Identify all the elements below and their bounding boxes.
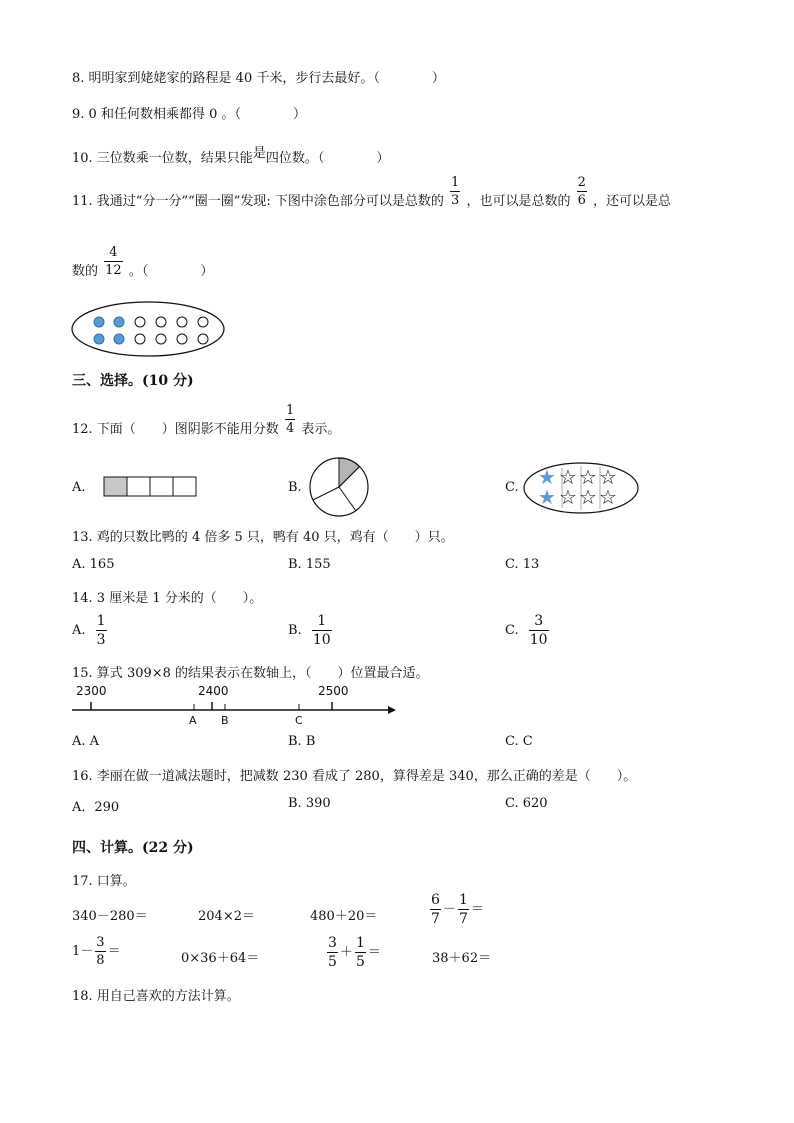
- empty-cell: [127, 477, 150, 496]
- empty-circle: [156, 317, 166, 327]
- fraction-one-seventh: $\frac{1}{7}$: [458, 892, 468, 927]
- question-10-text-b: 四位数。（ ）: [265, 151, 390, 166]
- q13-option-b: B. 155: [288, 557, 331, 572]
- option-a-rectangle-figure: [102, 475, 200, 499]
- question-12-text-a: 12. 下面（ ）图阴影不能用分数: [72, 422, 279, 437]
- q14-option-b-label: B.: [288, 623, 302, 638]
- fraction-three-tenths: $\frac{3}{10}$: [529, 613, 548, 648]
- q16-option-a: A．290: [72, 800, 120, 815]
- option-c-stars-figure: [522, 461, 642, 517]
- equals-sign: ＝: [367, 945, 381, 960]
- question-18-title: 18. 用自己喜欢的方法计算。: [72, 989, 240, 1004]
- question-10-text-a: 10. 三位数乘一位数，结果只能: [72, 151, 253, 166]
- fraction-two-sixths: $\frac{2}{6}$: [577, 175, 586, 208]
- point-label-c: C: [295, 714, 303, 727]
- empty-circle: [177, 317, 187, 327]
- shaded-circle: [94, 317, 104, 327]
- question-10: [72, 147, 389, 166]
- shaded-circle: [94, 334, 104, 344]
- empty-circle: [135, 334, 145, 344]
- point-label-a: A: [189, 714, 197, 727]
- question-15: 15. 算式 309×8 的结果表示在数轴上，（ ）位置最合适。: [72, 666, 429, 681]
- circles: [94, 317, 208, 344]
- radius-line: [339, 487, 356, 511]
- expr-5: [72, 936, 121, 967]
- question-8: 8. 明明家到姥姥家的路程是 40 千米，步行去最好。（ ）: [72, 71, 445, 86]
- empty-star-icon: ☆: [559, 485, 577, 509]
- q15-option-c: C. C: [505, 734, 533, 749]
- empty-star-icon: ☆: [579, 465, 597, 489]
- q16-option-c: C. 620: [505, 796, 548, 811]
- q15-option-b: B. B: [288, 734, 316, 749]
- q16-option-b: B. 390: [288, 796, 331, 811]
- shaded-cell: [104, 477, 127, 496]
- empty-star-icon: ☆: [599, 465, 617, 489]
- q14-option-a: [72, 614, 109, 647]
- fraction-three-fifths: $\frac{3}{5}$: [328, 935, 337, 970]
- empty-cell: [173, 477, 196, 496]
- expr-6: 0×36＋64＝: [181, 951, 260, 966]
- question-17-title: 17. 口算。: [72, 874, 136, 889]
- q12-option-c-label: C.: [505, 480, 519, 495]
- q12-option-b-label: B.: [288, 480, 302, 495]
- q15-option-a: A. A: [72, 734, 100, 749]
- question-11-text-a: 11. 我通过“分一分”“圈一圈”发现: 下图中涂色部分可以是总数的: [72, 194, 444, 209]
- question-11-text-c: ，还可以是总: [593, 194, 672, 209]
- fraction-three-eighths: $\frac{3}{8}$: [96, 935, 105, 968]
- empty-cell: [150, 477, 173, 496]
- grouping-ellipse: [72, 302, 224, 356]
- empty-circle: [198, 317, 208, 327]
- section-3-title: 三、选择。(10 分): [72, 373, 194, 389]
- fraction-one-quarter: $\frac{1}{4}$: [285, 403, 295, 436]
- tick-label-2500: 2500: [318, 684, 349, 698]
- option-b-circle-figure: [306, 456, 372, 518]
- empty-star-icon: ☆: [579, 485, 597, 509]
- shaded-circle: [114, 317, 124, 327]
- q12-option-a-label: A.: [72, 480, 86, 495]
- empty-circle: [198, 334, 208, 344]
- minus-sign: －: [442, 902, 456, 917]
- q13-option-c: C. 13: [505, 557, 540, 572]
- empty-circle: [135, 317, 145, 327]
- section-4-title: 四、计算。(22 分): [72, 840, 194, 856]
- radius-line: [313, 487, 339, 500]
- question-11: [72, 175, 672, 217]
- expr-7: [325, 936, 381, 969]
- question-11-line2-b: 。（ ）: [128, 264, 214, 279]
- fraction-six-sevenths: $\frac{6}{7}$: [431, 892, 440, 927]
- filled-star-icon: ★: [538, 485, 556, 509]
- expr-5-prefix: 1－: [72, 944, 94, 959]
- expr-1: 340－280＝: [72, 909, 148, 924]
- equals-sign: ＝: [470, 902, 484, 917]
- question-14: 14. 3 厘米是 1 分米的（ ）。: [72, 591, 263, 606]
- equals-sign: ＝: [107, 944, 121, 959]
- arrow-right-icon: [388, 706, 396, 714]
- question-11-line2-a: 数的: [72, 264, 99, 279]
- empty-star-icon: ☆: [559, 465, 577, 489]
- filled-star-icon: ★: [538, 465, 556, 489]
- expr-2: 204×2＝: [198, 909, 255, 924]
- plus-sign: ＋: [339, 945, 353, 960]
- shaded-sector: [339, 458, 360, 487]
- fraction-one-third: $\frac{1}{3}$: [96, 613, 106, 648]
- fraction-one-fifth: $\frac{1}{5}$: [355, 935, 365, 970]
- question-9: 9. 0 和任何数相乘都得 0 。（ ）: [72, 107, 306, 122]
- empty-star-icon: ☆: [599, 485, 617, 509]
- tick-label-2400: 2400: [198, 684, 229, 698]
- fraction-one-third: $\frac{1}{3}$: [451, 175, 460, 208]
- question-13: 13. 鸡的只数比鸭的 4 倍多 5 只，鸭有 40 只，鸡有（ ）只。: [72, 530, 454, 545]
- expr-3: 480＋20＝: [310, 909, 378, 924]
- shaded-circle: [114, 334, 124, 344]
- circle-group-figure: [70, 300, 230, 360]
- q14-option-c: [505, 614, 551, 647]
- expr-8: 38＋62＝: [432, 951, 492, 966]
- q14-option-a-label: A.: [72, 623, 86, 638]
- question-11-text-b: ，也可以是总数的: [466, 194, 571, 209]
- question-12-text-b: 表示。: [301, 422, 341, 437]
- q14-option-c-label: C.: [505, 623, 519, 638]
- tick-label-2300: 2300: [76, 684, 107, 698]
- q14-option-b: [288, 614, 334, 647]
- number-line-figure: [70, 682, 400, 730]
- point-label-b: B: [221, 714, 229, 727]
- empty-circle: [156, 334, 166, 344]
- fraction-four-twelfths: $\frac{4}{12}$: [105, 245, 122, 278]
- empty-circle: [177, 334, 187, 344]
- question-10-superscript: 是: [252, 146, 266, 161]
- question-11-line-2: [72, 246, 213, 277]
- fraction-one-tenth: $\frac{1}{10}$: [312, 613, 331, 648]
- question-16: 16. 李丽在做一道减法题时，把减数 230 看成了 280，算得差是 340，那么正确的差是（ ）。: [72, 769, 637, 784]
- question-12: [72, 404, 340, 435]
- expr-4: [428, 893, 484, 926]
- q13-option-a: A. 165: [72, 557, 115, 572]
